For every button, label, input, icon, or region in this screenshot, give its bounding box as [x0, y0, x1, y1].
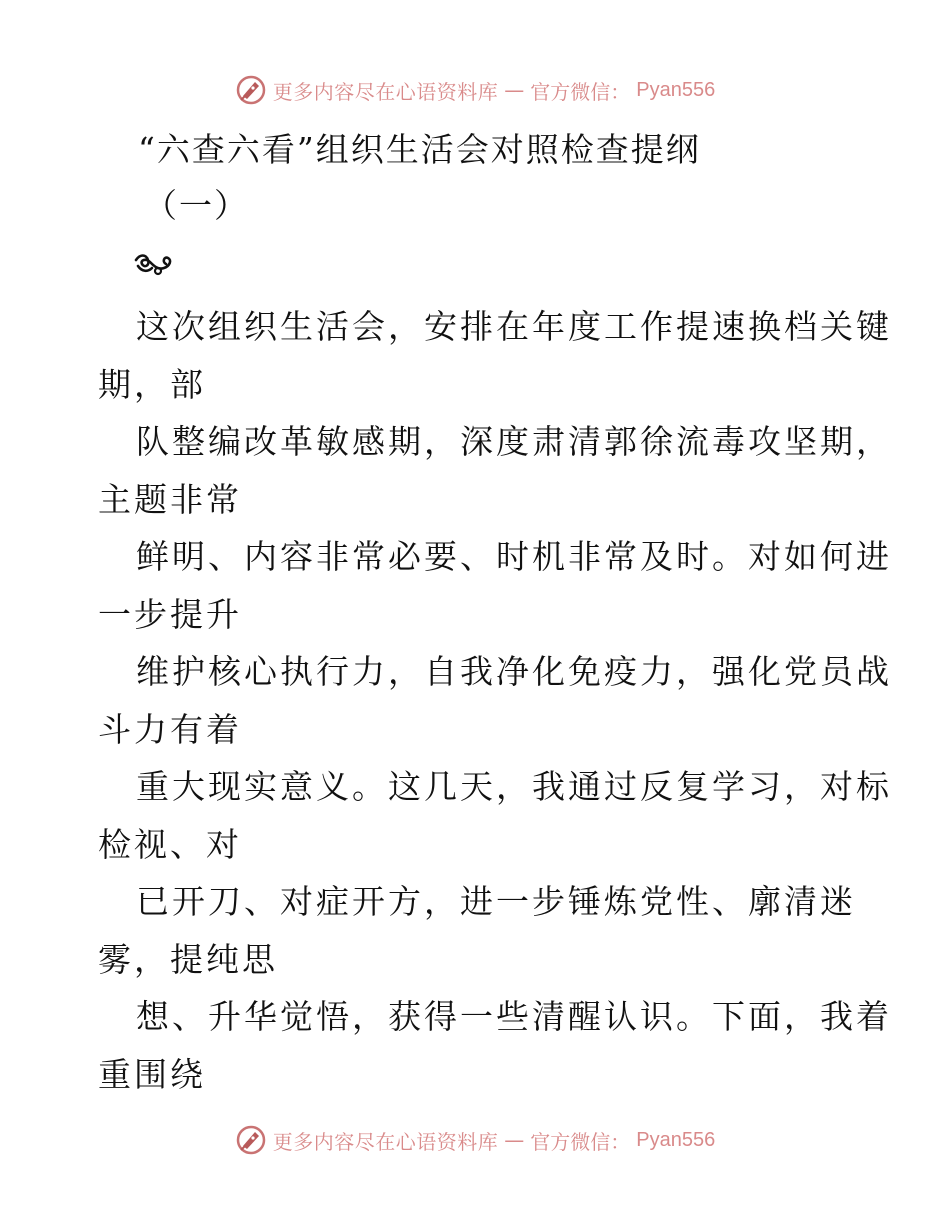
body-line: 队整编改革敏感期，深度肃清郭徐流毒攻坚期，	[136, 422, 892, 461]
watermark-wechat-id: Pyan556	[636, 1128, 716, 1151]
body-line: 这次组织生活会，安排在年度工作提速换档关键	[136, 307, 892, 346]
document-body	[98, 298, 892, 1103]
document-subtitle: （一）	[144, 186, 249, 225]
header-watermark	[0, 70, 950, 110]
watermark-wechat-id: Pyan556	[636, 78, 716, 101]
body-line: 一步提升	[98, 594, 242, 634]
watermark-wechat-label: 官方微信：	[530, 79, 631, 104]
pen-nib-logo-icon	[235, 1124, 267, 1156]
body-line: 鲜明、内容非常必要、时机非常及时。对如何进	[136, 537, 892, 576]
body-line: 维护核心执行力，自我净化免疫力，强化党员战	[136, 652, 892, 691]
body-line: 重大现实意义。这几天，我通过反复学习，对标	[136, 767, 892, 806]
body-line: 雾，提纯思	[98, 939, 278, 979]
body-line: 已开刀、对症开方，进一步锤炼党性、廓清迷	[136, 882, 856, 921]
watermark-dash: —	[504, 1128, 525, 1152]
body-line: 想、升华觉悟，获得一些清醒认识。下面，我着	[136, 997, 892, 1036]
body-line: 检视、对	[98, 824, 242, 864]
footer-watermark	[0, 1120, 950, 1160]
pen-nib-logo-icon	[235, 74, 267, 106]
body-line: 主题非常	[98, 479, 242, 519]
watermark-text: 更多内容尽在心语资料库	[272, 1129, 499, 1154]
document-title: “六查六看”组织生活会对照检查提纲	[138, 130, 701, 169]
watermark-dash: —	[504, 78, 525, 102]
body-line: 重围绕	[98, 1054, 206, 1094]
body-line: 期，部	[98, 364, 206, 404]
watermark-wechat-label: 官方微信：	[530, 1129, 631, 1154]
watermark-text: 更多内容尽在心语资料库	[272, 79, 499, 104]
body-line: 斗力有着	[98, 709, 242, 749]
fleuron-ornament-icon	[134, 250, 174, 278]
